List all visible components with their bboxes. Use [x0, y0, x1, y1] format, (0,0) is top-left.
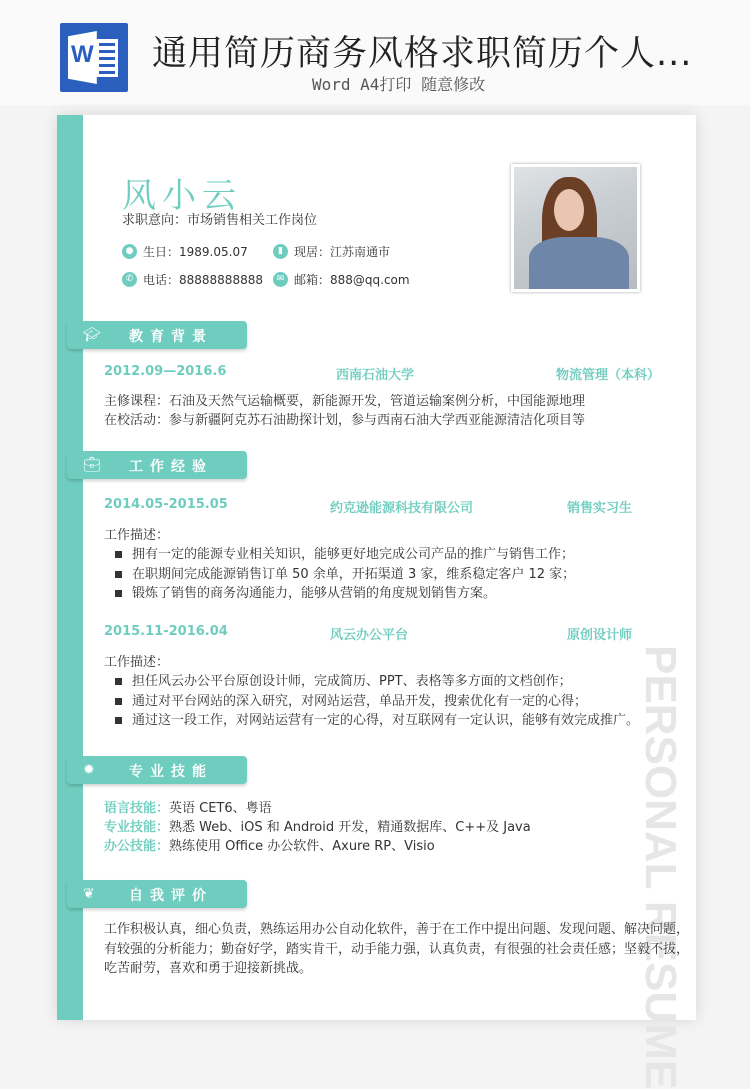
job-desc-label: 工作描述：: [104, 655, 170, 670]
word-icon: [60, 23, 128, 92]
skill-row: [104, 799, 272, 819]
job-date: 2014.05-2015.05: [104, 497, 228, 512]
text-line: 有较强的分析能力；勤奋好学，踏实肯干，动手能力强，认真负责，有很强的社会责任感；坚毅不拔，: [104, 941, 690, 957]
residence-text: 现居：江苏南通市: [294, 245, 391, 259]
job-role: 原创设计师: [567, 628, 633, 643]
mail-icon: ✉: [273, 272, 288, 287]
edu-activities: 在校活动：参与新疆阿克苏石油勘探计划，参与西南石油大学西亚能源清洁化项目等: [104, 413, 586, 428]
list-item: 锻炼了销售的商务沟通能力，能够从营销的角度规划销售方案。: [110, 584, 575, 604]
birth-text: 生日：1989.05.07: [143, 245, 248, 259]
job-role: 销售实习生: [567, 501, 633, 516]
graduation-cap-icon: 🎓︎: [83, 327, 101, 343]
leaf-icon: ❦: [83, 886, 95, 902]
skill-row: [104, 837, 435, 857]
section-header-skills: [67, 756, 247, 784]
text-line: 吃苦耐劳，喜欢和勇于迎接新挑战。: [104, 961, 313, 976]
word-icon-letter: W: [71, 41, 94, 68]
list-item: 拥有一定的能源专业相关知识，能够更好地完成公司产品的推广与销售工作；: [110, 545, 575, 565]
skill-label: 办公技能：: [104, 839, 170, 854]
list-item: 通过这一段工作，对网站运营有一定的心得，对互联网有一定认识，能够有效完成推广。: [110, 711, 639, 731]
edu-major: 物流管理（本科）: [556, 368, 661, 383]
skill-row: [104, 818, 531, 838]
self-evaluation-text: [104, 920, 689, 979]
list-item: 担任风云办公平台原创设计师，完成简历、PPT、表格等多方面的文档创作；: [110, 672, 639, 692]
job-desc-list: [110, 545, 575, 604]
residence-info: [273, 243, 390, 260]
section-title: 自我评价: [129, 888, 213, 904]
skill-value: 熟悉 Web、iOS 和 Android 开发，精通数据库、C++及 Java: [169, 820, 531, 835]
phone-text: 电话：88888888888: [143, 273, 263, 287]
section-header-work: [67, 451, 247, 479]
job-date: 2015.11-2016.04: [104, 624, 228, 639]
section-header-self-evaluation: [67, 880, 247, 908]
phone-info: [122, 271, 263, 288]
phone-icon: ✆: [122, 272, 137, 287]
gear-icon: ✹: [83, 762, 95, 778]
watermark: PERSONAL RESUME: [636, 645, 685, 1089]
text-line: 工作积极认真，细心负责，熟练运用办公自动化软件，善于在工作中提出问题、发现问题、解决问题，: [104, 922, 690, 937]
page-subtitle: Word A4打印 随意修改: [312, 75, 486, 94]
job-company: 风云办公平台: [330, 628, 409, 643]
section-title: 教育背景: [129, 329, 213, 345]
skill-label: 语言技能：: [104, 801, 170, 816]
skill-label: 专业技能：: [104, 820, 170, 835]
edu-courses: 主修课程：石油及天然气运输概要，新能源开发，管道运输案例分析，中国能源地理: [104, 394, 586, 409]
job-company: 约克逊能源科技有限公司: [330, 501, 474, 516]
skill-value: 熟练使用 Office 办公软件、Axure RP、Visio: [169, 839, 435, 854]
list-item: 通过对平台网站的深入研究，对网站运营，单品开发，搜索优化有一定的心得；: [110, 692, 639, 712]
list-item: 在职期间完成能源销售订单 50 余单，开拓渠道 3 家，维系稳定客户 12 家；: [110, 565, 575, 585]
job-intent: 求职意向：市场销售相关工作岗位: [122, 213, 318, 228]
section-header-education: [67, 321, 247, 349]
briefcase-icon: 💼︎: [83, 457, 101, 473]
candidate-name: 风小云: [122, 176, 242, 216]
birth-info: [122, 243, 248, 260]
edu-school: 西南石油大学: [336, 368, 415, 383]
profile-photo: [511, 164, 640, 292]
job-desc-list: [110, 672, 639, 731]
home-icon: ▮: [273, 244, 288, 259]
edu-date: 2012.09—2016.6: [104, 364, 227, 379]
email-info: [273, 271, 410, 288]
job-desc-label: 工作描述：: [104, 528, 170, 543]
email-text: 邮箱：888@qq.com: [294, 273, 410, 287]
page-title: 通用简历商务风格求职简历个人...: [152, 34, 693, 74]
user-icon: ●: [122, 244, 137, 259]
skill-value: 英语 CET6、粤语: [169, 801, 272, 816]
section-title: 工作经验: [129, 459, 213, 475]
section-title: 专业技能: [129, 764, 213, 780]
